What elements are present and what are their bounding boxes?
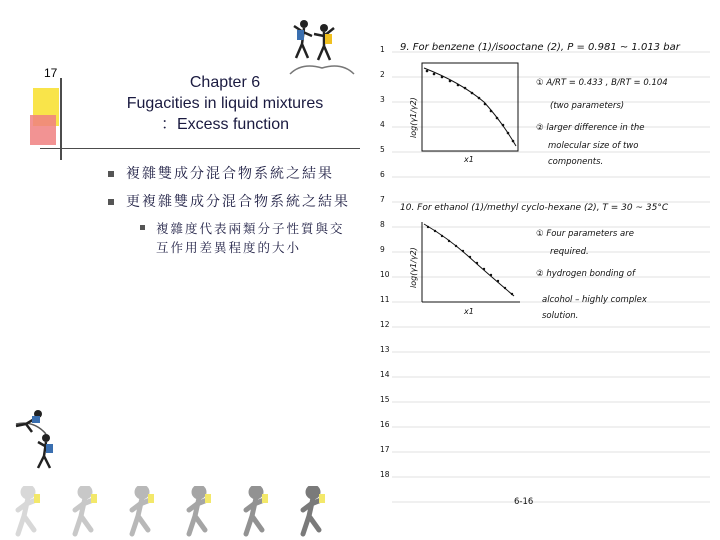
rope-climbers-clipart-icon [14,408,74,478]
example9-note1-a: ① A/RT = 0.433 , B/RT = 0.104 [536,78,668,88]
example10-note1-a: ① Four parameters are [536,229,634,239]
example9-x-label: x1 [464,155,474,164]
sub-bullet-square-icon [140,225,145,230]
title-line-1: Chapter 6 [189,74,261,91]
line-number: 13 [380,345,390,354]
example9-y-label: log(γ1/γ2) [409,97,418,138]
line-number: 16 [380,420,390,429]
example10-note2-c: solution. [542,311,579,321]
example10-note1-b: required. [550,247,589,257]
running-figures-strip-icon [0,486,360,540]
notebook-footer: 6-16 [514,497,534,507]
example10-x-label: x1 [464,307,474,316]
slide-number: 17 [44,66,58,80]
line-number: 2 [380,70,385,79]
line-number: 15 [380,395,390,404]
line-number: 18 [380,470,390,479]
notebook-header: 化工熱力學 [404,31,444,40]
sub-bullet-item [140,219,353,257]
example9-heading: 9. For benzene (1)/isooctane (2), P = 0.981 ~ 1.013 bar [400,42,680,53]
bullet-text: 更複雜雙成分混合物系統之結果 [126,194,350,210]
decor-horizontal-line [40,148,360,149]
bullet-item [108,191,353,213]
line-number: 3 [380,95,385,104]
bullet-list [108,163,353,257]
line-numbers [380,45,390,479]
example9-note2-a: ② larger difference in the [536,123,645,133]
title-line-3: ：Excess function [160,116,290,133]
line-number: 6 [380,170,385,179]
example10-plot [422,222,520,302]
example10-y-label: log(γ1/γ2) [409,247,418,288]
line-number: 5 [380,145,385,154]
title-line-2: Fugacities in liquid mixtures [126,95,324,112]
line-number: 14 [380,370,390,379]
line-number: 17 [380,445,390,454]
bullet-item [108,163,353,185]
line-number: 9 [380,245,385,254]
example10-note2-a: ② hydrogen bonding of [536,269,635,279]
bullet-square-icon [108,171,114,177]
runner-icon [18,487,325,534]
example10-note2-b: alcohol – highly complex [542,295,647,305]
example9-note2-b: molecular size of two [548,141,639,151]
climbers-clipart-icon [282,12,362,82]
notebook-page [364,30,714,535]
line-number: 4 [380,120,385,129]
line-number: 11 [380,295,390,304]
line-number: 10 [380,270,390,279]
line-number: 7 [380,195,385,204]
sub-bullet-text: 複雜度代表兩類分子性質與交互作用差異程度的大小 [156,221,345,255]
bullet-square-icon [108,199,114,205]
example9-note2-c: components. [548,157,604,167]
line-number: 8 [380,220,385,229]
line-number: 1 [380,45,385,54]
bullet-text: 複雜雙成分混合物系統之結果 [126,166,334,182]
example9-plot [422,63,518,151]
line-number: 12 [380,320,390,329]
decor-red-square [30,115,56,145]
example10-heading: 10. For ethanol (1)/methyl cyclo-hexane (2), T = 30 ~ 35°C [400,203,669,213]
example9-note1-b: (two parameters) [550,101,625,111]
